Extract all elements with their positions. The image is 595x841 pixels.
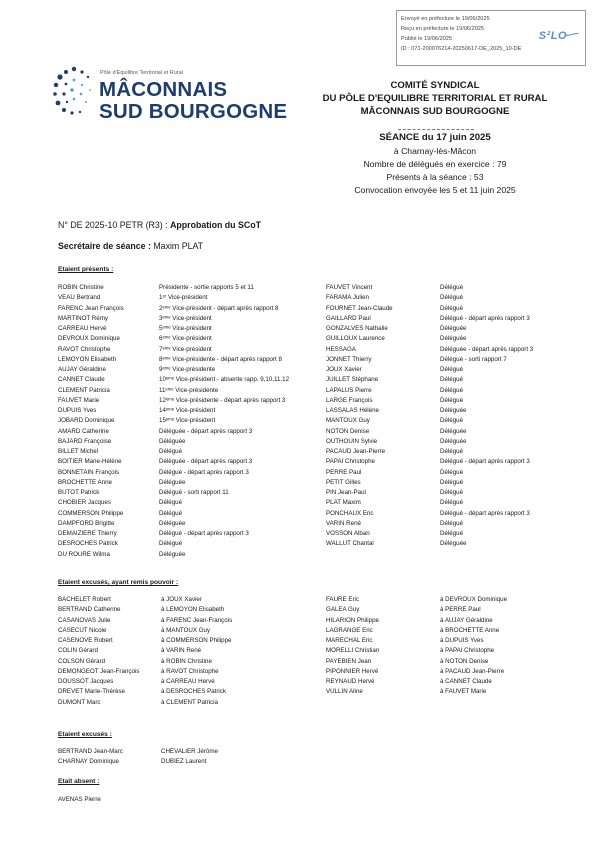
member-role: à AUJAY Géraldine [440,616,493,624]
s2lo-logo: S²LO [538,30,567,42]
member-name: CHOBIER Jacques [58,499,111,507]
member-name: MARTINOT Rémy [58,314,108,322]
committee-subtitle: DU PÔLE D'EQUILIBRE TERRITORIAL ET RURAL [322,93,548,104]
prefecture-stamp [396,10,586,66]
member-role: Délégué [440,448,464,455]
member-name: COMMERSON Philippe [58,509,124,517]
member-name: FARENC Jean François [58,304,124,312]
member-name: CHEVALIER Jérôme [161,748,218,755]
member-name: CANNET Claude [58,376,105,384]
member-role: Délégué [440,499,464,507]
deliberation-title [58,220,261,230]
member-role: Délégué - sorti rapport 11 [159,489,229,496]
member-role: à NOTON Denise [440,657,489,665]
member-name: GAILLARD Paul [326,314,371,322]
member-name: CLEMENT Patricia [58,386,110,394]
member-name: VOSSON Alban [326,530,370,537]
member-name: DAMPFORD Brigitte [58,519,115,527]
member-role: 3ᵉᵐᵉ Vice-président [159,314,212,322]
member-role: 9ᵉᵐᵉ Vice-présidente [159,366,216,373]
member-role: Délégué [440,376,464,384]
member-name: PACAUD Jean-Pierre [326,448,386,455]
member-name: CASANOVAS Julie [58,616,111,624]
member-role: Déléguée [440,540,467,548]
member-name: PLAT Maxim [326,499,361,507]
member-name: MARECHAL Eric [326,637,373,644]
logo-sud-bourgogne: SUD BOURGOGNE [99,100,288,123]
member-role: Délégué - sorti rapport 7 [440,355,507,363]
member-role: Déléguée [159,519,186,527]
logo-tagline: Pôle d'Equilibre Territorial et Rural [100,70,183,76]
member-role: Délégué [440,489,464,496]
member-name: LAPALUS Pierre [326,386,372,394]
member-role: à CANNET Claude [440,678,492,685]
member-role: Délégué [159,509,183,517]
member-role: Déléguée [440,427,467,435]
member-name: MORELLI Christian [326,647,380,655]
member-role: Délégué [440,294,464,302]
member-name: WALLUT Chantal [326,540,374,548]
member-name: PAYEBIEN Jean [326,657,372,665]
member-role: Présidente - sortie rapports 5 et 11 [159,284,254,291]
member-name: HILARION Philippe [326,616,379,624]
member-role: Délégué [440,284,464,291]
member-role: 14ᵉᵐᵉ Vice-président [159,407,216,414]
stamp-published: Publié le 19/06/2025 [401,36,453,42]
member-role: Délégué - départ après rapport 3 [440,314,530,322]
member-name: PETIT Gilles [326,478,361,486]
member-role: à COMMERSON Philippe [161,637,232,644]
member-role: 6ᵉᵐᵉ Vice-président [159,335,212,343]
session-place: à Charnay-lès-Mâcon [393,146,477,156]
member-name: VEAU Bertrand [58,294,101,302]
member-name: CARREAU Hervé [58,325,107,332]
member-name: BERTRAND Catherine [58,606,121,614]
member-role: Délégué - départ après rapport 3 [159,468,249,476]
member-name: AVENAS Pierre [58,796,101,803]
member-role: Déléguée - départ après rapport 3 [159,427,253,435]
member-role: Déléguée - départ après rapport 3 [440,345,534,353]
member-name: LARGE François [326,396,373,404]
member-role: Déléguée [159,437,186,445]
logo-macconnais: MÂCONNAIS [99,78,228,101]
member-name: FAUVET Vincent [326,284,373,291]
member-name: DREVET Marie-Thérèse [58,688,125,696]
member-role: à DESROCHES Patrick [161,688,226,696]
member-name: VARIN René [326,519,361,527]
member-role: à PERRE Paul [440,606,481,614]
member-name: PIPONNIER Hervé [326,667,379,675]
member-role: Délégué [159,448,183,455]
member-role: à CLEMENT Patricia [161,698,218,706]
member-name: COLSON Gérard [58,657,106,665]
member-name: GUILLOUX Laurence [326,335,385,343]
member-role: 5ᵉᵐᵉ Vice-président [159,325,212,332]
member-name: REYNAUD Hervé [326,678,375,685]
delegates-count: Nombre de délégués en exercice : 79 [363,159,507,169]
member-role: Délégué - départ après rapport 3 [159,530,249,537]
member-role: à FAUVET Marie [440,688,487,696]
member-role: à CARREAU Hervé [161,678,215,685]
session-date: SÉANCE du 17 juin 2025 [379,132,491,143]
member-name: JOBARD Dominique [58,417,115,425]
member-role: 12ᵉᵐᵉ Vice-présidente - départ après rapport 3 [159,396,286,404]
member-name: PONCHAUX Eric [326,509,374,517]
member-role: à BROCHETTE Anne [440,626,500,634]
member-name: GALEA Guy [326,606,360,614]
member-role: Déléguée [440,335,467,343]
member-role: Délégué [440,386,464,394]
member-role: à FARENC Jean-François [161,616,233,624]
member-name: CHARNAY Dominique [58,758,119,766]
member-name: DUPUIS Yves [58,407,97,414]
member-role: à JOUX Xavier [161,596,202,603]
member-name: CASECUT Nicole [58,626,107,634]
member-role: à RAVOT Christophe [161,667,219,675]
secretary-label: Secrétaire de séance : [58,241,154,251]
member-name: AMARD Catherine [58,427,109,435]
member-role: 8ᵉᵐᵉ Vice-présidente - départ après rapport 8 [159,355,282,363]
member-name: DEMAIZIERE Thierry [58,530,117,537]
member-role: Délégué [440,478,464,486]
member-name: BERTRAND Jean-Marc [58,748,123,755]
member-name: DU ROURE Wilma [58,550,110,558]
member-name: VULLIN Aline [326,688,363,696]
member-name: PIN Jean-Paul [326,489,366,496]
member-name: DOUSSOT Jacques [58,678,114,685]
member-role: à DUPUIS Yves [440,637,484,644]
excused-heading: Etaient excusés : [58,731,112,738]
member-role: Délégué [440,519,464,527]
absent-heading: Etait absent : [58,778,100,785]
member-role: Déléguée [159,478,186,486]
member-role: Délégué [159,499,183,507]
committee-title: COMITÉ SYNDICAL [390,80,480,91]
member-role: Déléguée [440,325,467,332]
member-role: à PAPAI Christophe [440,647,495,655]
member-name: ROBIN Christine [58,284,104,291]
member-name: BACHELET Robert [58,596,111,603]
member-role: à PACAUD Jean-Pierre [440,667,505,675]
member-role: 11ᵉᵐᵉ Vice-présidente [159,386,219,394]
member-role: 1ᵉʳ Vice-président [159,294,208,302]
secretary-name: Maxim PLAT [153,241,204,251]
member-role: Déléguée [440,407,467,414]
stamp-id: ID : 071-200076214-20250617-DE_2025_10-DE [401,46,522,52]
member-name: FAUVET Marie [58,396,100,404]
member-name: DEVROUX Dominique [58,335,120,343]
member-name: BROCHETTE Anne [58,478,112,486]
member-name: RAVOT Christophe [58,345,111,353]
member-role: Délégué [440,304,464,312]
excused-power-heading: Etaient excusés, ayant remis pouvoir : [58,579,179,586]
stamp-sent: Envoyé en préfecture le 19/06/2025 [401,16,490,22]
member-name: DEMONGEOT Jean-François [58,667,140,675]
member-name: GONZALVES Nathalie [326,325,388,332]
present-heading: Etaient présents : [58,266,114,273]
member-name: BUTOT Patrick [58,489,100,496]
member-name: BONNETAIN François [58,468,120,476]
member-name: DUMONT Marc [58,698,101,706]
member-name: FAURE Eric [326,596,360,603]
header-divider [398,129,474,130]
stamp-received: Reçu en préfecture le 19/06/2025 [401,26,485,32]
member-role: Déléguée [440,437,467,445]
present-count: Présents à la séance : 53 [386,172,484,182]
member-name: AUJAY Géraldine [58,366,106,373]
member-role: Délégué [440,468,464,476]
member-name: NOTON Denise [326,427,370,435]
member-name: JOUX Xavier [326,366,362,373]
member-name: LEMOYON Elisabeth [58,355,117,363]
member-role: Délégué - départ après rapport 3 [440,509,530,517]
member-name: BAJARD Françoise [58,437,112,445]
member-role: à DEVROUX Dominique [440,596,508,603]
member-role: à LEMOYON Elisabeth [161,606,225,614]
member-name: LASSALAS Hélène [326,407,379,414]
member-name: BILLET Michel [58,448,99,455]
member-role: 7ᵉᵐᵉ Vice-président [159,345,212,353]
member-name: CASENOVE Robert [58,637,113,644]
member-role: 15ᵉᵐᵉ Vice-président [159,417,216,425]
member-role: Déléguée [159,550,186,558]
dots-logo-icon [52,66,96,116]
member-name: FARAMA Julien [326,294,369,302]
member-name: OUTHOUIN Sylvie [326,437,378,445]
member-name: DUBIEZ Laurent [161,758,207,766]
member-name: PERRE Paul [326,468,362,476]
member-role: Délégué [440,366,464,373]
member-name: COLIN Gérard [58,647,98,655]
member-name: DESROCHES Patrick [58,540,118,548]
member-role: Délégué [159,540,183,548]
committee-region: MÂCONNAIS SUD BOURGOGNE [360,106,510,117]
member-name: JUILLET Stéphane [326,376,379,384]
member-role: à ROBIN Christine [161,657,212,665]
member-name: HESSAGA [326,345,356,353]
member-role: 10ᵉᵐᵉ Vice-président - absente rapp. 9,10,11,12 [159,376,290,384]
member-role: Délégué [440,417,464,425]
member-name: PAPAI Christophe [326,458,375,466]
member-name: BOITIER Marie-Hélène [58,458,122,466]
member-name: LAGRANGE Eric [326,626,373,634]
member-name: FOURNET Jean-Claude [326,304,393,312]
member-role: à MANTOUX Guy [161,626,211,634]
member-name: MANTOUX Guy [326,417,370,425]
deliberation-number: N° DE 2025-10 PETR (R3) : [58,220,171,230]
member-name: JONNET Thierry [326,355,372,363]
deliberation-subject: Approbation du SCoT [170,220,261,230]
session-secretary [58,241,203,251]
convocation-date: Convocation envoyée les 5 et 11 juin 2025 [354,185,516,195]
member-role: Délégué - départ après rapport 3 [440,458,530,466]
member-role: Délégué [440,396,464,404]
member-role: Délégué [440,530,464,537]
member-role: à VARIN René [161,647,202,655]
member-role: Déléguée - départ après rapport 3 [159,458,253,466]
member-role: 2ᵉᵐᵉ Vice-président - départ après rapport 8 [159,304,279,312]
